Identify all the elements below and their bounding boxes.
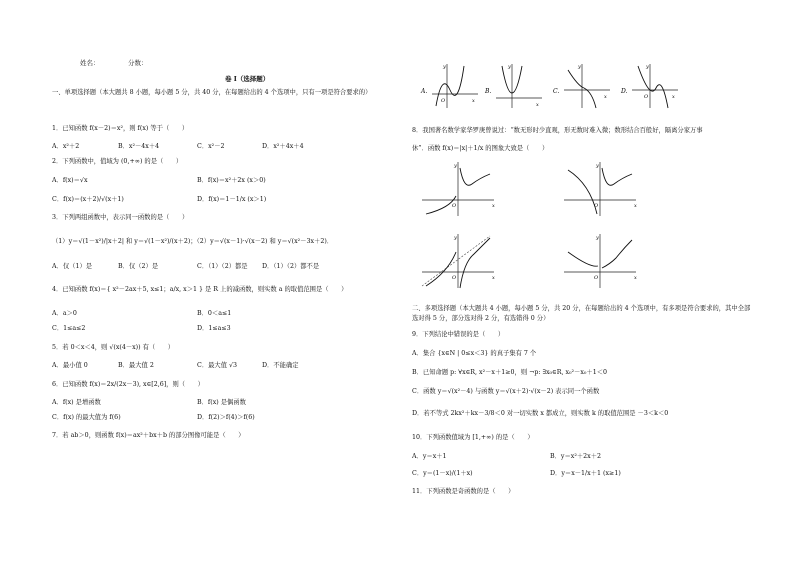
question-4: 4．已知函数 f(x)＝{ x²－2ax＋5, x≤1；a/x, x＞1 } 是 R 上的减函数，则实数 a 的取值范围是（ ） xyxy=(52,286,348,293)
question-10: 10．下列函数值域为 [1,+∞) 的是（ ） xyxy=(412,434,534,441)
q3-option-b: B．仅（2）是 xyxy=(118,263,159,270)
q6-option-a: A．f(x) 是增函数 xyxy=(52,399,101,406)
score-label: 分数： xyxy=(128,59,148,67)
q4-option-d: D．1≤a≤3 xyxy=(197,325,231,332)
q2-option-c: C．f(x)＝(x＋2)/√(x＋1) xyxy=(52,196,124,203)
question-3-detail: （1）y＝√(1－x²)/|x＋2| 和 y＝√(1－x²)/(x＋2)；（2）y＝√(x－1)·√(x－2) 和 y＝√(x²－3x＋2)． xyxy=(52,238,334,245)
graph-x-label: x xyxy=(472,98,475,104)
q1-option-c: C．x²－2 xyxy=(197,143,225,150)
question-11: 11．下列函数是奇函数的是（ ） xyxy=(412,488,515,495)
q1-option-d: D．x²＋4x＋4 xyxy=(262,143,304,150)
graph-origin-label: O xyxy=(594,275,599,281)
q7-graph-c xyxy=(552,60,612,110)
graph-label-c: C. xyxy=(553,88,560,95)
graph-x-label: x xyxy=(492,275,495,281)
q10-option-c: C．y＝(1－x)/(1＋x) xyxy=(412,470,473,477)
question-2: 2．下列函数中，值域为 (0,+∞) 的是（ ） xyxy=(52,158,183,165)
graph-y-label: y xyxy=(443,64,446,70)
q5-option-c: C．最大值 √3 xyxy=(197,362,238,369)
q5-option-d: D．不能确定 xyxy=(262,362,299,369)
graph-origin-label: O xyxy=(452,275,457,281)
question-9: 9．下列结论中错误的是（ ） xyxy=(412,331,505,338)
q3-option-d: D．（1）（2）都不是 xyxy=(262,263,320,270)
q4-option-b: B．0＜a≤1 xyxy=(197,310,232,317)
graph-label-a: A. xyxy=(421,88,428,95)
graph-origin-label: O xyxy=(644,94,649,100)
question-8-line2: 休”．函数 f(x)＝|x|＋1/x 的图象大致是（ ） xyxy=(412,145,549,152)
q8-graph-a xyxy=(418,160,498,218)
graph-origin-label: O xyxy=(441,98,446,104)
question-5: 5．若 0＜x＜4，则 √(x(4－x)) 有（ ） xyxy=(52,344,175,351)
q4-option-c: C．1≤a≤2 xyxy=(52,325,86,332)
graph-label-d: D. xyxy=(621,88,628,95)
section1-heading: 一、单项选择题（本大题共 8 小题，每小题 5 分，共 40 分，在每题给出的 4 个选项中，只有一项是符合要求的） xyxy=(52,89,372,96)
question-3: 3．下列两组函数中，表示同一函数的是（ ） xyxy=(52,214,189,221)
q7-graph-b xyxy=(484,60,544,110)
graph-x-label: x xyxy=(634,275,637,281)
q6-option-d: D．f(2)＞f(4)＞f(6) xyxy=(197,414,255,421)
q10-option-b: B．y＝x²＋2x＋2 xyxy=(550,453,602,460)
q10-option-a: A．y＝x＋1 xyxy=(412,453,447,460)
question-6: 6．已知函数 f(x)＝2x/(2x－3), x∈[2,6]，则（ ） xyxy=(52,381,204,388)
q9-option-a: A．集合 {x∈N | 0≤x＜3} 的真子集有 7 个 xyxy=(412,350,537,357)
q9-option-d: D．若不等式 2kx²＋kx－3/8＜0 对一切实数 x 都成立，则实数 k 的取值范围是 －3＜k＜0 xyxy=(412,410,669,417)
graph-x-label: x xyxy=(634,203,637,209)
q9-option-c: C．函数 y＝√(x²－4) 与函数 y＝√(x＋2)·√(x－2) 表示同一个函数 xyxy=(412,388,600,395)
q8-graph-c xyxy=(418,232,498,290)
q6-option-c: C．f(x) 的最大值为 f(6) xyxy=(52,414,121,421)
question-1: 1．已知函数 f(x－2)＝x²，则 f(x) 等于（ ） xyxy=(52,125,189,132)
q5-option-b: B．最大值 2 xyxy=(118,362,154,369)
q1-option-a: A．x²＋2 xyxy=(52,143,80,150)
graph-y-label: y xyxy=(596,235,599,241)
section2-heading: 二、多项选择题（本大题共 4 小题，每小题 5 分，共 20 分，在每题给出的 4 个选项中，有多项是符合要求的，其中全部选对得 5 分，部分选对得 2 分，有选错得 0 分） xyxy=(412,305,751,323)
q8-graph-b xyxy=(560,160,640,218)
graph-y-label: y xyxy=(454,163,457,169)
graph-y-label: y xyxy=(646,64,649,70)
q8-graph-d xyxy=(560,232,640,290)
graph-y-label: y xyxy=(596,163,599,169)
q4-option-a: A．a＞0 xyxy=(52,310,77,317)
graph-x-label: x xyxy=(604,94,607,100)
graph-origin-label: O xyxy=(452,203,457,209)
q7-graph-d xyxy=(620,60,680,110)
graph-y-label: y xyxy=(578,64,581,70)
q2-option-a: A．f(x)＝√x xyxy=(52,177,88,184)
q6-option-b: B．f(x) 是偶函数 xyxy=(197,399,246,406)
part-title: 卷 I（选择题） xyxy=(225,75,270,83)
question-7: 7．若 ab＞0，则函数 f(x)＝ax²＋bx＋b 的部分图像可能是（ ） xyxy=(52,432,245,439)
graph-x-label: x xyxy=(536,102,539,108)
q2-option-b: B．f(x)＝x²＋2x (x＞0) xyxy=(197,177,266,184)
q10-option-d: D．y＝x－1/x＋1 (x≥1) xyxy=(550,470,621,477)
question-8-line1: 8．我国著名数学家华罗庚曾说过：“数无形时少直观，形无数时难入微；数形结合百般好，隔离分家万事 xyxy=(412,127,703,134)
graph-origin-label: O xyxy=(594,203,599,209)
q3-option-c: C．（1）（2）都是 xyxy=(197,263,248,270)
graph-y-label: y xyxy=(454,235,457,241)
q1-option-b: B．x²－4x＋4 xyxy=(118,143,160,150)
q7-graph-a xyxy=(420,60,480,110)
q2-option-d: D．f(x)＝1－1/x (x＞1) xyxy=(197,196,267,203)
graph-label-b: B. xyxy=(485,88,492,95)
graph-x-label: x xyxy=(492,203,495,209)
q9-option-b: B．已知命题 p: ∀x∈R, x²－x＋1≥0，则 ¬p: ∃x₀∈R, x₀²－x₀＋1＜0 xyxy=(412,369,608,376)
q3-option-a: A．仅（1）是 xyxy=(52,263,93,270)
graph-y-label: y xyxy=(508,64,511,70)
graph-x-label: x xyxy=(672,94,675,100)
q5-option-a: A．最小值 0 xyxy=(52,362,88,369)
name-label: 姓名： xyxy=(80,59,100,67)
